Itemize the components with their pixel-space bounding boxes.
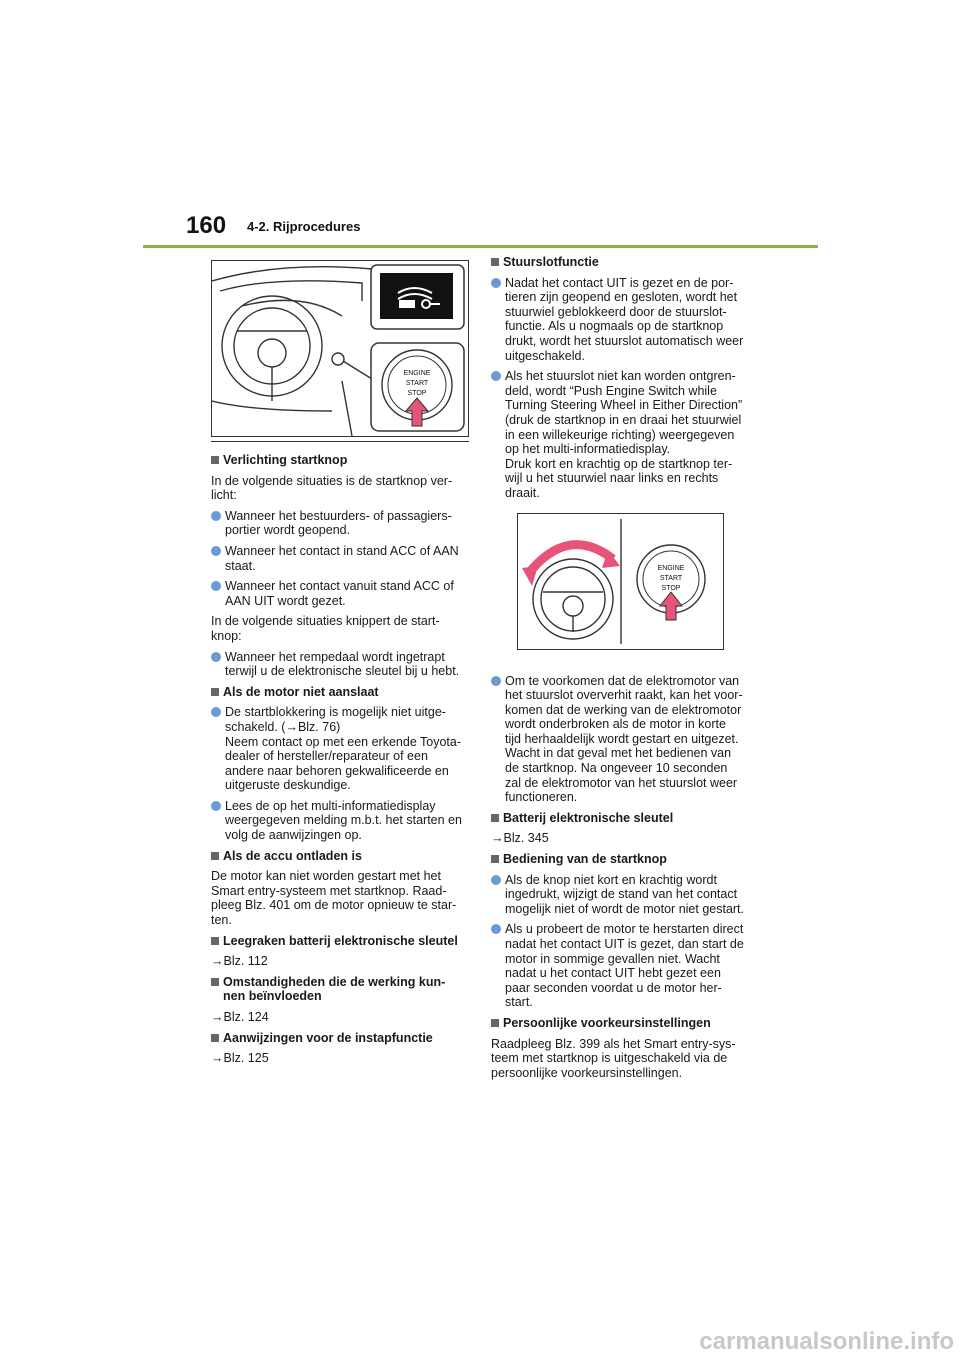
heading-bediening: Bediening van de startknop [491, 852, 753, 867]
page-reference: →Blz. 345 [491, 831, 549, 846]
heading-motor-niet: Als de motor niet aanslaat [211, 685, 469, 700]
dashboard-drawing [212, 261, 468, 436]
heading-voorkeur: Persoonlijke voorkeursinstellingen [491, 1016, 753, 1031]
heading-batterij-sleutel: Batterij elektronische sleutel [491, 811, 753, 826]
heading-verlichting: Verlichting startknop [211, 453, 469, 468]
left-column [211, 453, 469, 1072]
right-column [491, 255, 753, 1086]
heading-stuurslot: Stuurslotfunctie [491, 255, 753, 270]
fig1-button-line-1: ENGINE [403, 370, 431, 377]
heading-accu: Als de accu ontladen is [211, 849, 469, 864]
steering-illustration [517, 513, 724, 650]
page-reference: →Blz. 112 [211, 954, 268, 969]
bullet-item: Als u probeert de motor te herstarten direct nadat het contact UIT is gezet, dan start de motor in sommige gevallen niet. Wacht nadat u het contact UIT hebt gezet een paar seconden voordat u de motor her- start. [491, 922, 753, 1010]
page-reference: →Blz. 125 [211, 1051, 269, 1066]
paragraph: De motor kan niet worden gestart met het Smart entry-systeem met startknop. Raad- pleeg Blz. 401 om de motor opnieuw te star- ten. [211, 869, 457, 928]
bullet-item: Wanneer het contact in stand ACC of AAN staat. [211, 544, 469, 573]
bullet-item: Om te voorkomen dat de elektromotor van het stuurslot oververhit raakt, kan het voor- komen dat de werking van de elektromotor wordt onderbroken als de motor in korte tijd herhaaldelijk wordt gestart en uitgezet. Wacht in dat geval met het bedienen van de startknop. Na ongeveer 10 seconden zal de elektromotor van het stuurslot weer functioneren. [491, 674, 753, 805]
section-title: 4-2. Rijprocedures [247, 219, 361, 234]
steering-drawing [518, 514, 723, 649]
paragraph: In de volgende situaties knippert de start- knop: [211, 614, 440, 643]
bullet-item: Wanneer het contact vanuit stand ACC of AAN UIT wordt gezet. [211, 579, 469, 608]
bullet-item: Als het stuurslot niet kan worden ontgren- deld, wordt “Push Engine Switch while Turning Steering Wheel in Either Direction” (druk de startknop in en draai het stuurwiel in een willekeurige richting) weergegeven op het multi-informatiedisplay. Druk kort en krachtig op de startknop ter- wijl u het stuurwiel naar links en rechts draait. [491, 369, 753, 500]
bullet-item: Lees de op het multi-informatiedisplay weergegeven melding m.b.t. het starten en volg de aanwijzingen op. [211, 799, 469, 843]
fig1-button-line-3: STOP [407, 390, 427, 397]
fig2-button-line-1: ENGINE [657, 565, 685, 572]
paragraph: In de volgende situaties is de startknop ver- licht: [211, 473, 453, 503]
dashboard-illustration [211, 260, 469, 437]
bullet-item: Nadat het contact UIT is gezet en de por- tieren zijn geopend en gesloten, wordt het stuurwiel geblokkeerd door de stuurslot- functie. Als u nogmaals op de startknop drukt, wordt het stuurslot automatisch weer uitgeschakeld. [491, 276, 753, 364]
bullet-item: Wanneer het rempedaal wordt ingetrapt terwijl u de elektronische sleutel bij u hebt. [211, 650, 469, 679]
header-rule [143, 245, 818, 248]
watermark: carmanualsonline.info [699, 1328, 954, 1355]
fig2-button-line-3: STOP [661, 585, 681, 592]
bullet-item: Wanneer het bestuurders- of passagiers- portier wordt geopend. [211, 509, 469, 538]
bullet-item: De startblokkering is mogelijk niet uitge- schakeld. (→Blz. 76) Neem contact op met een erkende Toyota- dealer of hersteller/reparateur of een andere naar behoren gekwalificeerde en uitgeruste deskundige. [211, 705, 469, 793]
heading-instapfunctie: Aanwijzingen voor de instapfunctie [211, 1031, 469, 1046]
page-reference: →Blz. 124 [211, 1010, 269, 1024]
fig2-button-line-2: START [659, 575, 683, 582]
paragraph: Raadpleeg Blz. 399 als het Smart entry-sys- teem met startknop is uitgeschakeld via de persoonlijke voorkeursinstellingen. [491, 1036, 736, 1080]
bullet-item: Als de knop niet kort en krachtig wordt ingedrukt, wijzigt de stand van het contact mogelijk niet of wordt de motor niet gestart. [491, 873, 753, 917]
page-number: 160 [186, 212, 227, 239]
figure-rule [211, 441, 469, 442]
fig1-button-line-2: START [405, 380, 429, 387]
heading-batterij: Leegraken batterij elektronische sleutel [211, 934, 469, 949]
heading-omstandigheden: Omstandigheden die de werking kun- nen beïnvloeden [211, 975, 469, 1004]
